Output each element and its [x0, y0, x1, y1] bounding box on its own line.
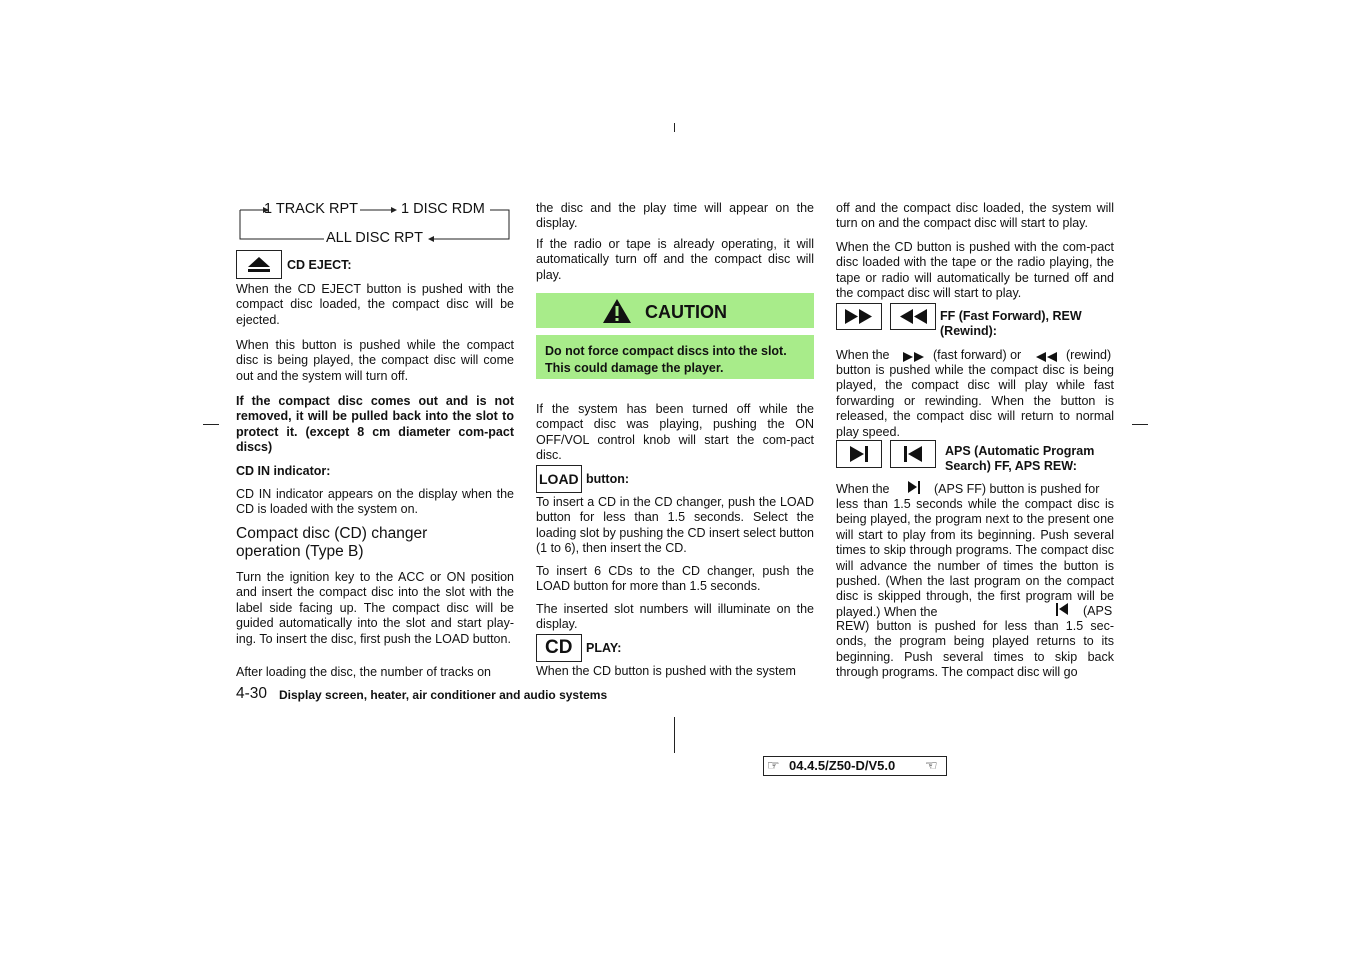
- aps-heading: APS (Automatic Program Search) FF, APS REW:: [945, 444, 1095, 473]
- disc-rdm-label: 1 DISC RDM: [401, 201, 485, 217]
- top-crop-mark: [674, 123, 675, 132]
- cd-eject-warning: If the compact disc comes out and is not removed, it will be pulled back into the slot to protect it. (except 8 cm diameter com-pact discs): [236, 394, 514, 455]
- warning-triangle-icon: [602, 298, 632, 324]
- ff-p-a: When the: [836, 348, 890, 362]
- type-b-paragraph-1: Turn the ignition key to the ACC or ON position and insert the compact disc into the slot with the label side facing up. The compact disc will be guided automatically into the slot and start play-ing. To insert the disc, first push the LOAD button.: [236, 570, 514, 646]
- eject-icon: [237, 251, 281, 278]
- rewind-inline-icon: [1035, 351, 1059, 363]
- aps-p-c: (APS: [1083, 604, 1113, 618]
- ff-rew-paragraph-line-1: [836, 348, 1114, 364]
- col3-paragraph-2: When the CD button is pushed with the com-pact disc loaded with the tape or the radio playing, the tape or radio will automatically be turned off and the compact disc will start to play.: [836, 240, 1114, 301]
- document-code-box: [763, 756, 947, 776]
- aps-paragraph-rest-2: REW) button is pushed for less than 1.5 sec-onds, the program being played returns to its beginning. Push several times to skip back through programs. The compact disc will go: [836, 619, 1114, 680]
- load-paragraph-2: To insert 6 CDs to the CD changer, push the LOAD button for more than 1.5 seconds.: [536, 564, 814, 594]
- load-button[interactable]: [536, 465, 582, 493]
- load-button-label: LOAD: [539, 471, 579, 487]
- caution-body: [536, 335, 814, 379]
- col3-paragraph-1: off and the compact disc loaded, the system will turn on and the compact disc will start to play.: [836, 201, 1114, 231]
- rew-button[interactable]: [890, 303, 936, 330]
- play-paragraph: When the CD button is pushed with the system: [536, 664, 796, 678]
- aps-p-a: When the: [836, 482, 890, 496]
- caution-header: [536, 293, 814, 328]
- aps-paragraph-rest-1: less than 1.5 seconds while the compact disc is being played, the program next to the present one will start to play from its beginning. Push several times to skip through programs. The compact disc will advance the number of times the button is pushed. (When the last program on the compact disc is skipped through, the first program will be played.) When the: [836, 497, 1114, 619]
- aps-rew-inline-icon: [1055, 602, 1071, 617]
- fast-forward-inline-icon: [902, 351, 926, 363]
- col2-paragraph-3: If the system has been turned off while the compact disc was playing, pushing the ON OFF/VOL control knob will start the com-pact disc.: [536, 402, 814, 463]
- play-heading: PLAY:: [586, 641, 622, 655]
- aps-ff-button[interactable]: [836, 440, 882, 468]
- load-heading: button:: [586, 472, 630, 486]
- ff-p-c: (rewind): [1066, 348, 1112, 362]
- type-b-paragraph-2: After loading the disc, the number of tracks on: [236, 665, 491, 679]
- aps-rew-button[interactable]: [890, 440, 936, 468]
- page-number: 4-30: [236, 685, 268, 702]
- section-title-line-1: Compact disc (CD) changer: [236, 525, 428, 542]
- cd-in-heading: CD IN indicator:: [236, 464, 331, 478]
- aps-paragraph-line-1: [836, 482, 1114, 498]
- cd-button-label: CD: [545, 637, 573, 658]
- aps-p-b: (APS FF) button is pushed for: [934, 482, 1100, 496]
- aps-ff-inline-icon: [907, 480, 923, 495]
- right-crop-mark: [1132, 424, 1148, 425]
- col2-paragraph-1: the disc and the play time will appear on the display.: [536, 201, 814, 231]
- aps-ff-icon: [837, 441, 881, 467]
- fast-forward-icon: [837, 304, 881, 329]
- bottom-crop-mark: [674, 717, 675, 753]
- caution-text: Do not force compact discs into the slot. This could damage the player.: [545, 344, 787, 375]
- ff-rew-heading: FF (Fast Forward), REW (Rewind):: [940, 309, 1082, 338]
- ff-p-b: (fast forward) or: [933, 348, 1022, 362]
- cd-eject-heading: CD EJECT:: [287, 258, 352, 272]
- col2-paragraph-2: If the radio or tape is already operating, it will automatically turn off and the compact disc will play.: [536, 237, 814, 282]
- cd-eject-paragraph-2: When this button is pushed while the compact disc is being played, the compact disc will come out and the system will turn off.: [236, 338, 514, 383]
- cd-play-button[interactable]: [536, 634, 582, 662]
- section-title-line-2: operation (Type B): [236, 543, 364, 560]
- caution-title: CAUTION: [645, 302, 727, 322]
- cd-in-paragraph: CD IN indicator appears on the display when the CD is loaded with the system on.: [236, 487, 514, 517]
- pointing-hand-right-icon: ☞: [767, 757, 780, 773]
- ff-rew-paragraph-rest: button is pushed while the compact disc is being played, the compact disc will play while fast forwarding or rewinding. When the button is released, the compact disc will return to normal play speed.: [836, 363, 1114, 439]
- chapter-title: Display screen, heater, air conditioner and audio systems: [279, 688, 608, 702]
- rewind-icon: [891, 304, 935, 329]
- document-code: 04.4.5/Z50-D/V5.0: [789, 758, 896, 773]
- load-paragraph-3: The inserted slot numbers will illuminate on the display.: [536, 602, 814, 632]
- left-crop-mark: [203, 424, 219, 425]
- aps-rew-icon: [891, 441, 935, 467]
- cd-eject-paragraph-1: When the CD EJECT button is pushed with the compact disc loaded, the compact disc will be ejected.: [236, 282, 514, 327]
- pointing-hand-left-icon: ☜: [925, 757, 938, 773]
- ff-button[interactable]: [836, 303, 882, 330]
- track-rpt-label: 1 TRACK RPT: [264, 201, 359, 217]
- repeat-mode-diagram: [236, 197, 516, 249]
- cd-eject-button[interactable]: [236, 250, 282, 279]
- load-paragraph-1: To insert a CD in the CD changer, push the LOAD button for less than 1.5 seconds. Select the loading slot by pushing the CD insert select button (1 to 6), then insert the CD.: [536, 495, 814, 556]
- all-disc-rpt-label: ALL DISC RPT: [326, 230, 423, 246]
